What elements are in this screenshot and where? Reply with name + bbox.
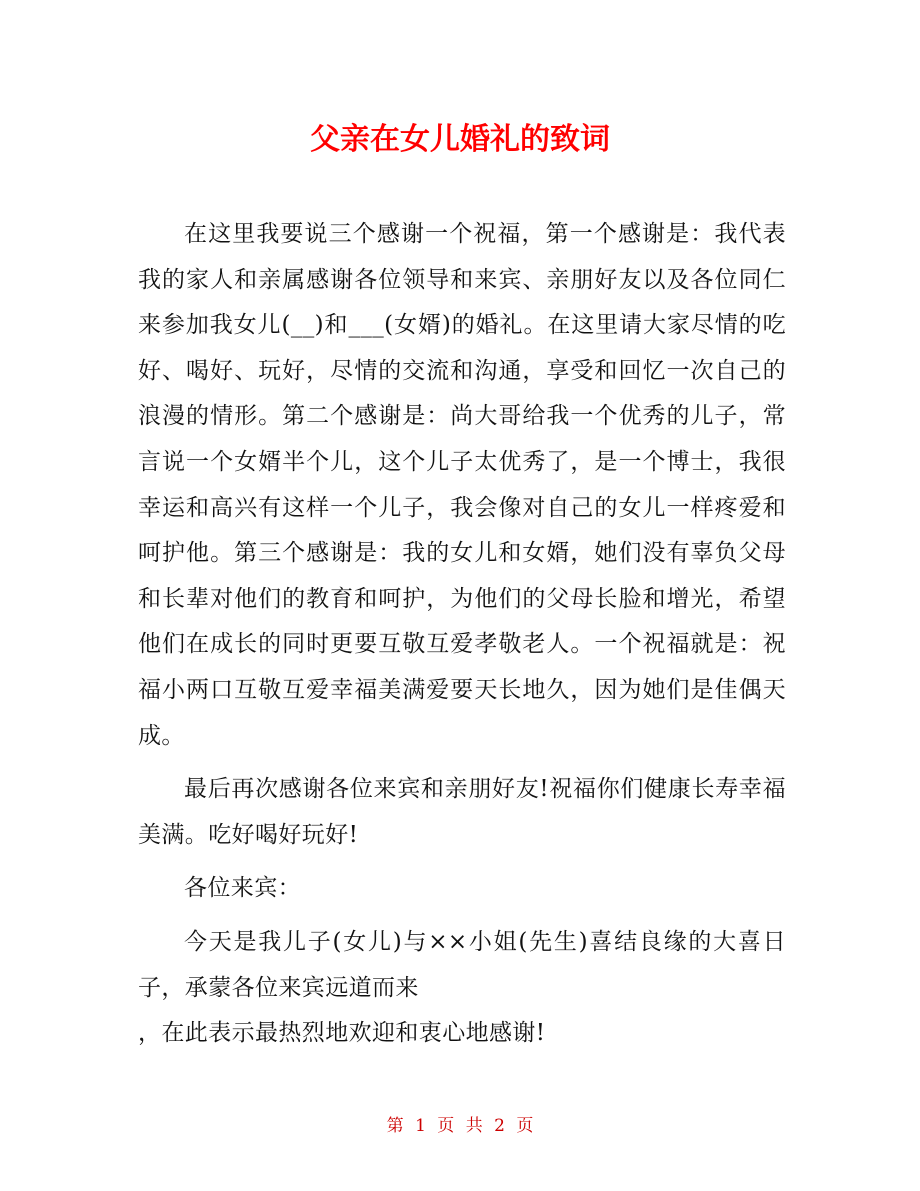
paragraph-greeting: 各位来宾： — [184, 875, 301, 902]
document-title: 父亲在女儿婚礼的致词 — [310, 122, 610, 157]
paragraph-welcome-line: ，在此表示最热烈地欢迎和衷心地感谢! — [138, 1020, 546, 1047]
paragraph-closing-thanks: 最后再次感谢各位来宾和亲朋好友!祝福你们健康长寿幸福美满。吃好喝好玩好! — [138, 776, 786, 848]
paragraph-wedding-day: 今天是我儿子(女儿)与××小姐(先生)喜结良缘的大喜日子，承蒙各位来宾远道而来 — [138, 928, 786, 1001]
document-body — [138, 212, 786, 1057]
paragraph-thanks: 在这里我要说三个感谢一个祝福，第一个感谢是：我代表我的家人和亲属感谢各位领导和来宾、亲朋好友以及各位同仁来参加我女儿(__)和___(女婿)的婚礼。在这里请大家尽情的吃好、喝好、玩好，尽情的交流和沟通，享受和回忆一次自己的浪漫的情形。第二个感谢是：尚大哥给我一个优秀的儿子，常言说一个女婿半个儿，这个儿子太优秀了，是一个博士，我很幸运和高兴有这样一个儿子，我会像对自己的女儿一样疼爱和呵护他。第三个感谢是：我的女儿和女婿，她们没有辜负父母和长辈对他们的教育和呵护，为他们的父母长脸和增光，希望他们在成长的同时更要互敬互爱孝敬老人。一个祝福就是：祝福小两口互敬互爱幸福美满爱要天长地久，因为她们是佳偶天成。 — [138, 221, 786, 749]
page-number-footer: 第 1 页 共 2 页 — [386, 1116, 534, 1136]
